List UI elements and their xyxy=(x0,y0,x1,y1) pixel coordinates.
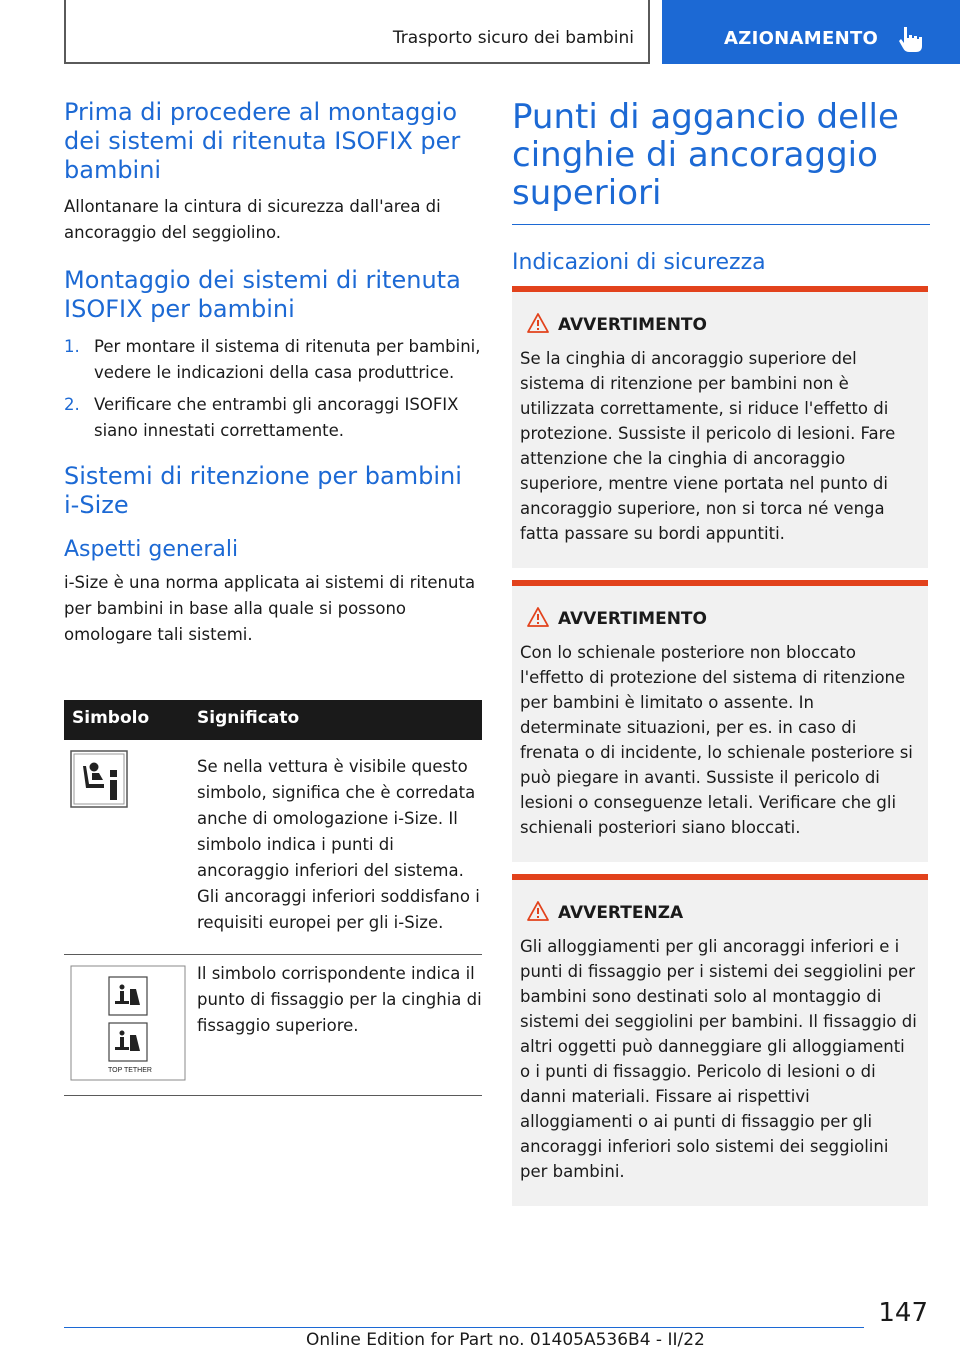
table-row xyxy=(64,955,482,1095)
paragraph-prima: Allontanare la cintura di sicurezza dall'area di ancoraggio del seggiolino. xyxy=(64,197,441,242)
symbol-table xyxy=(64,700,482,1096)
col-header-meaning: Significato xyxy=(197,708,300,728)
warning-title: AVVERTENZA xyxy=(558,903,684,923)
heading-punti: Punti di aggancio delle cinghie di ancoraggio superiori xyxy=(512,97,899,213)
table-row xyxy=(64,740,482,955)
heading-prima: Prima di procedere al montaggio dei sistemi di ritenuta ISOFIX per bambini xyxy=(64,98,461,184)
heading-montaggio: Montaggio dei sistemi di ritenuta ISOFIX per bambini xyxy=(64,266,461,323)
heading-rule xyxy=(512,224,930,225)
table-cell-meaning: Il simbolo corrispondente indica il punto di fissaggio per la cinghia di fissaggio superiore. xyxy=(197,964,482,1035)
page-number: 147 xyxy=(878,1298,928,1328)
left-column xyxy=(64,98,482,648)
heading-isize: Sistemi di ritenzione per bambini i-Size xyxy=(64,462,462,519)
col-header-symbol: Simbolo xyxy=(72,708,150,728)
isize-child-seat-icon xyxy=(70,750,128,808)
heading-sicurezza: Indicazioni di sicurezza xyxy=(512,250,766,275)
section-title: Trasporto sicuro dei bambini xyxy=(392,28,634,48)
list-item: 1. Per montare il sistema di ritenuta per bambini, vedere le indicazioni della casa produttrice. xyxy=(64,337,481,382)
header-section-box xyxy=(64,0,650,64)
warning-triangle-icon xyxy=(526,900,550,922)
right-column xyxy=(512,98,930,277)
pointing-hand-icon xyxy=(895,24,925,54)
paragraph-aspetti: i-Size è una norma applicata ai sistemi di ritenuta per bambini in base alla quale si possono omologare tali sistemi. xyxy=(64,573,476,644)
warning-triangle-icon xyxy=(526,606,550,628)
mounting-steps-list xyxy=(64,334,482,444)
table-bottom-rule xyxy=(64,1095,482,1096)
heading-aspetti: Aspetti generali xyxy=(64,537,239,562)
warning-title: AVVERTIMENTO xyxy=(558,609,707,629)
footer-edition: Online Edition for Part no. 01405A536B4 - II/22 xyxy=(306,1330,705,1350)
warning-box xyxy=(512,286,928,568)
warning-triangle-icon xyxy=(526,312,550,334)
table-header xyxy=(64,700,482,740)
warning-title: AVVERTIMENTO xyxy=(558,315,707,335)
chapter-label: AZIONAMENTO xyxy=(724,28,879,49)
warning-text: Con lo schienale posteriore non bloccato l'effetto di protezione del sistema di ritenzione per bambini è limitato o assente. In determinate situazioni, per es. in caso di frenata o di incidente, lo schienale posteriore si può piegare in avanti. Sussiste il pericolo di lesioni o conseguenze letali. Verificare che gli schienali posteriori siano bloccati. xyxy=(520,643,913,837)
warning-text: Gli alloggiamenti per gli ancoraggi inferiori e i punti di fissaggio per i sistemi dei seggiolini per bambini sono destinati solo al montaggio di sistemi dei seggiolini per bambini. Il fissaggio di altri oggetti può danneggiare gli alloggiamenti o i punti di fissaggio. Pericolo di lesioni o di danni materiali. Fissare ai rispettivi alloggiamenti o ai punti di fissaggio per gli ancoraggi inferiori solo sistemi dei seggiolini per bambini. xyxy=(520,937,917,1181)
table-cell-meaning: Se nella vettura è visibile questo simbolo, significa che è corredata anche di omologazione i-Size. Il simbolo indica i punti di ancoraggio inferiori del sistema. Gli ancoraggi inferiori soddisfano i requisiti europei per gli i-Size. xyxy=(197,757,480,932)
chapter-tab[interactable] xyxy=(662,0,960,64)
list-item: 2. Verificare che entrambi gli ancoraggi ISOFIX siano innestati correttamente. xyxy=(64,395,459,440)
warning-box xyxy=(512,874,928,1206)
top-tether-icon xyxy=(70,965,186,1081)
top-tether-label: TOP TETHER xyxy=(108,1067,152,1074)
warning-text: Se la cinghia di ancoraggio superiore del sistema di ritenzione per bambini non è utilizzata correttamente, si riduce l'effetto di protezione. Sussiste il pericolo di lesioni. Fare attenzione che la cinghia di ancoraggio superiore, mentre viene portata nel punto di ancoraggio superiore, non si torca né venga fatta passare su bordi appuntiti. xyxy=(520,349,896,543)
warning-box xyxy=(512,580,928,862)
footer-rule xyxy=(64,1327,864,1328)
